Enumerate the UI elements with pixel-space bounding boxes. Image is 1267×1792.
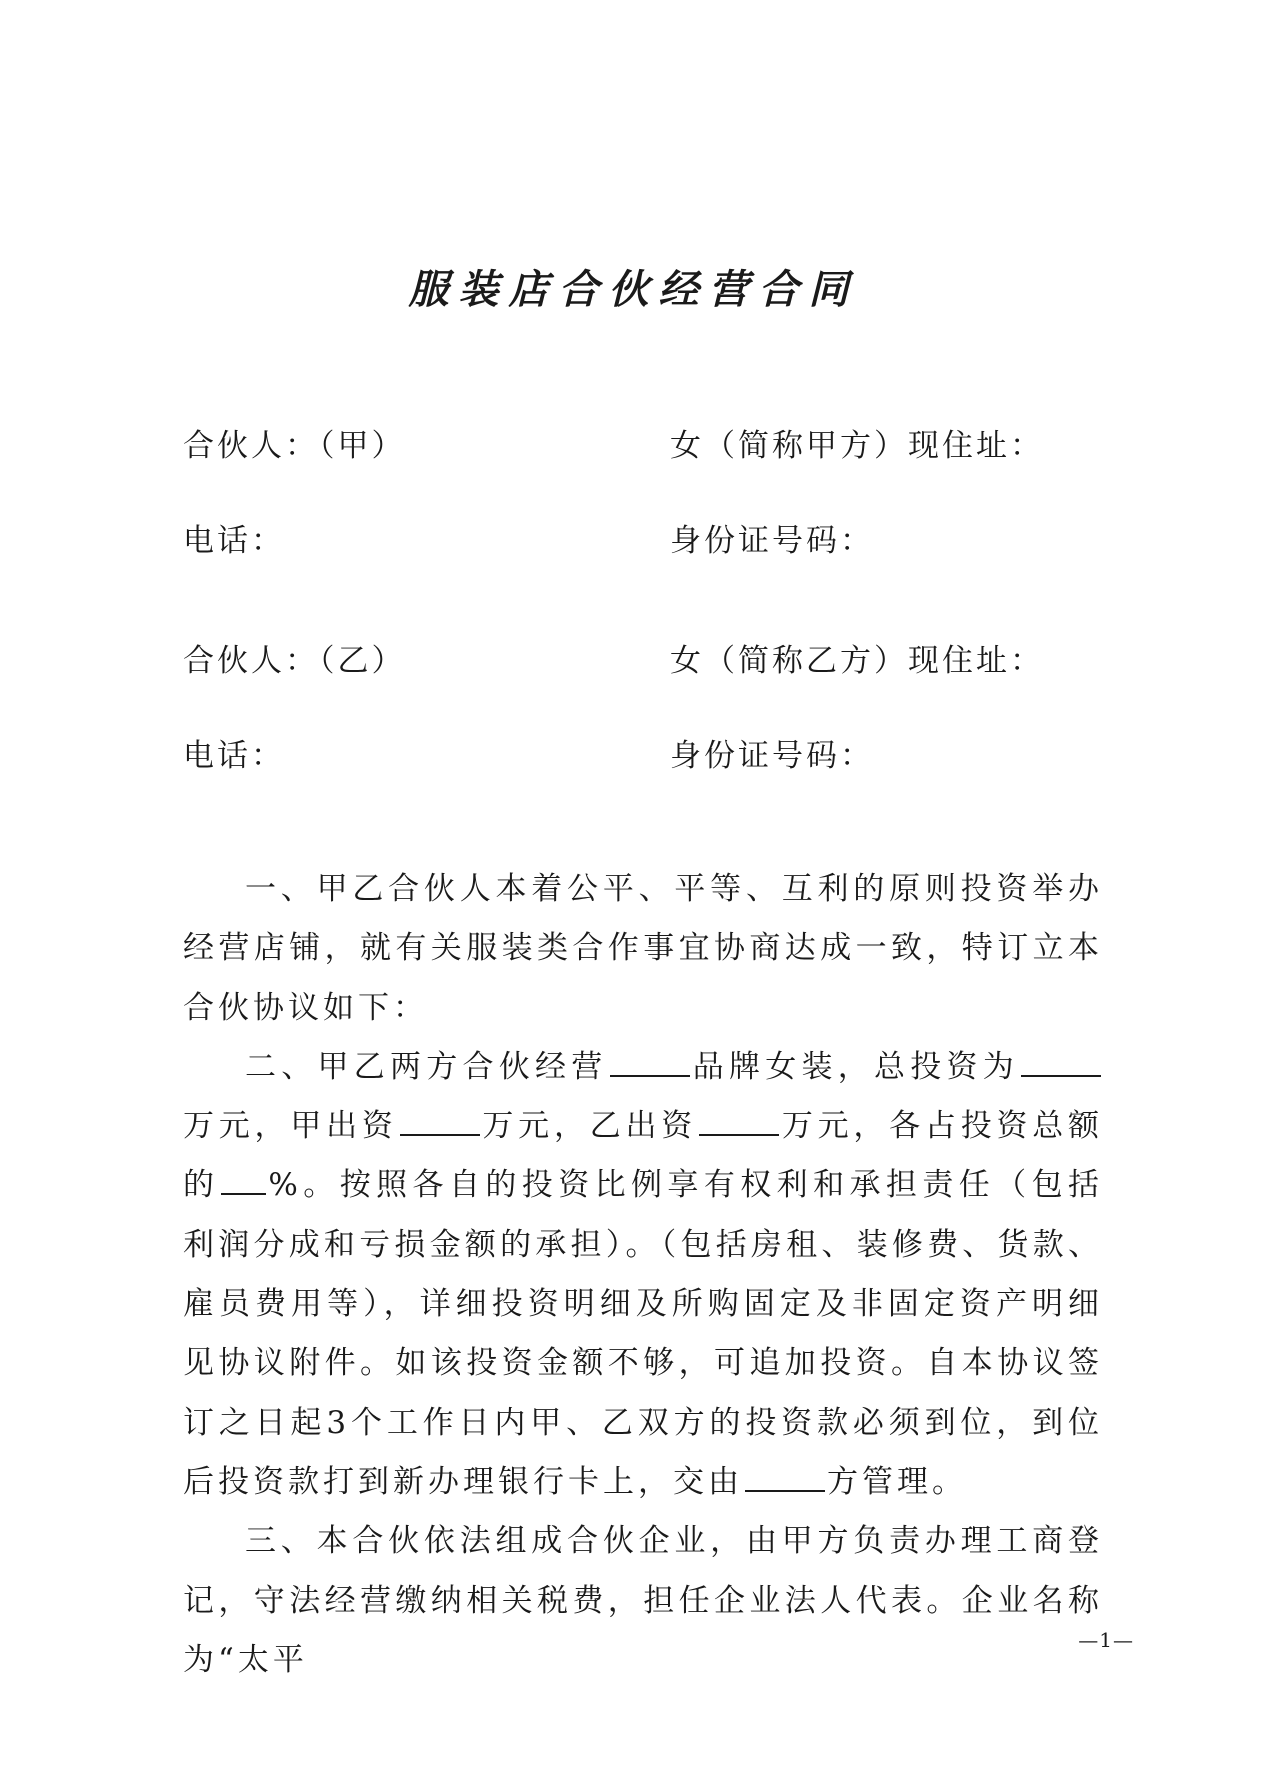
- party-a-id-label: 身份证号码：: [670, 523, 874, 559]
- contract-body: [183, 860, 1103, 1690]
- party-a-phone-label: 电话：: [183, 523, 285, 559]
- party-b-investment-blank: [699, 1108, 779, 1136]
- clause-2-part-2: 品牌女装，总投资为: [691, 1048, 1019, 1085]
- percentage-blank: [221, 1167, 266, 1195]
- clause-2-part-5: 万元，各占投资总额的: [183, 1108, 1104, 1204]
- party-a-contact-row: [183, 515, 1103, 560]
- party-a-address-label: 女（简称甲方）现住址：: [670, 428, 1044, 464]
- brand-blank: [610, 1049, 690, 1077]
- party-a-name-row: [183, 420, 1103, 465]
- clause-3: 三、本合伙依法组成合伙企业，由甲方负责办理工商登记，守法经营缴纳相关税费，担任企业法人代表。企业名称为“太平: [183, 1523, 1103, 1678]
- clause-1: 一、甲乙合伙人本着公平、平等、互利的原则投资举办经营店铺，就有关服装类合作事宜协商达成一致，特订立本合伙协议如下：: [183, 871, 1103, 1026]
- party-b-contact-row: [183, 730, 1103, 775]
- manager-party-blank: [745, 1464, 825, 1492]
- party-b-address-label: 女（简称乙方）现住址：: [670, 643, 1044, 679]
- page-number: —1—: [1078, 1628, 1134, 1652]
- party-b-name-label: 合伙人：（乙）: [183, 643, 406, 679]
- party-b-id-label: 身份证号码：: [670, 738, 874, 774]
- document-title: 服装店合伙经营合同: [408, 266, 859, 313]
- clause-2-part-4: 万元，乙出资: [481, 1108, 698, 1145]
- clause-2-part-1: 二、甲乙两方合伙经营: [245, 1048, 608, 1085]
- party-b-phone-label: 电话：: [183, 738, 285, 774]
- clause-2-part-7: 方管理。: [827, 1463, 967, 1500]
- total-investment-blank: [1021, 1049, 1101, 1077]
- party-a-investment-blank: [400, 1108, 480, 1136]
- clause-2-part-6: %。按照各自的投资比例享有权利和承担责任（包括利润分成和亏损金额的承担）。（包括房租、装修费、货款、雇员费用等），详细投资明细及所购固定及非固定资产明细见协议附件。如该投资金额不够，可追加投资。自本协议签订之日起3个工作日内甲、乙双方的投资款必须到位，到位后投资款打到新办理银行卡上，交由: [183, 1167, 1103, 1500]
- party-b-name-row: [183, 635, 1103, 680]
- party-a-name-label: 合伙人：（甲）: [183, 428, 406, 464]
- clause-2: [183, 1038, 1103, 1512]
- clause-2-part-3: 万元，甲出资: [183, 1108, 398, 1145]
